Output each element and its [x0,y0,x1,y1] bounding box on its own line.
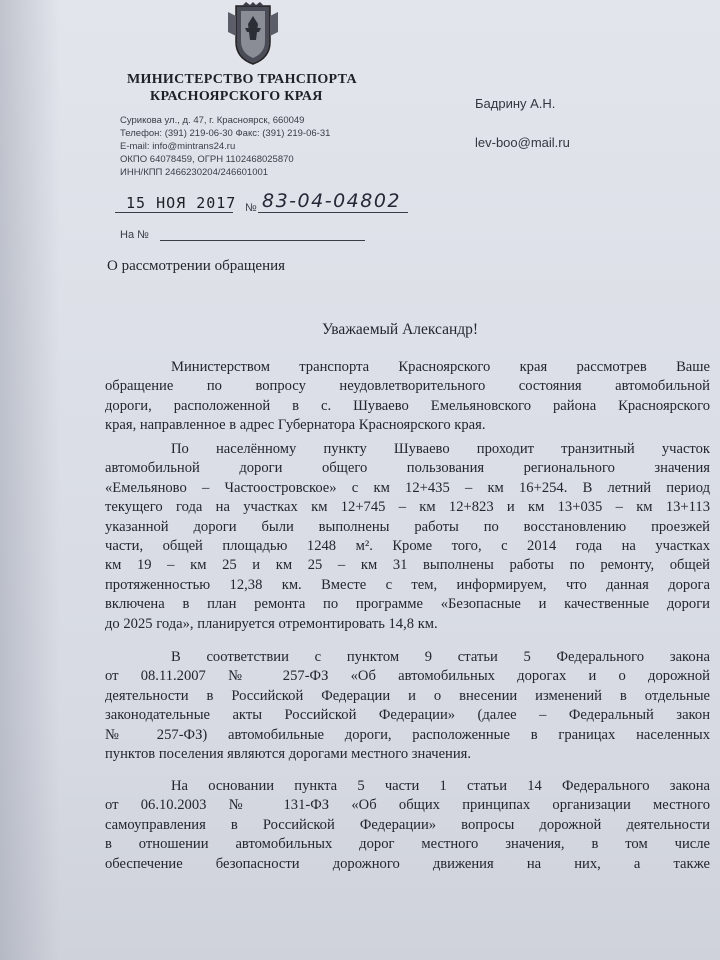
registration-number: 83-04-04802 [262,190,402,212]
text-line: текущего года на участках км 12+745 – км 12+823 и км 13+035 – км 13+113 [105,499,710,516]
text-line: от 06.10.2003 № 131-ФЗ «Об общих принципах организации местного [105,797,710,814]
text-line: В соответствии с пунктом 9 статьи 5 Федерального закона [171,649,710,665]
date-underline [115,212,233,213]
text-line: По населённому пункту Шуваево проходит транзитный участок [171,441,710,457]
recipient-name: Бадрину А.Н. [475,96,556,111]
text-line: «Емельяново – Частоостровское» с км 12+435 – км 16+254. В летний период [105,479,710,496]
contact-okpo: ОКПО 64078459, ОГРН 1102468025870 [120,154,294,165]
reply-to-label: На № [120,229,149,241]
text-line: дороги, расположенной в с. Шуваево Емельяновского района Красноярского [105,397,710,414]
letter-subject: О рассмотрении обращения [107,258,286,274]
recipient-email: lev-boo@mail.ru [475,135,570,150]
text-line: края, направленное в адрес Губернатора Красноярского края. [105,417,486,434]
text-line: автомобильной дороги общего пользования регионального значения [105,460,710,477]
text-line: деятельности в Российской Федерации и о внесении изменений в отдельные [105,687,710,704]
contact-address: Сурикова ул., д. 47, г. Красноярск, 660049 [120,115,305,126]
paragraph-1 [105,358,710,436]
text-line: Министерством транспорта Красноярского края рассмотрев Ваше [171,359,710,375]
text-line: самоуправления в Российской Федерации» вопросы дорожной деятельности [105,816,710,833]
coat-of-arms-icon [222,2,284,66]
text-line: обеспечение безопасности дорожного движения на них, а также [105,855,710,872]
text-line: пунктов поселения являются дорогами местного значения. [105,745,472,762]
salutation: Уважаемый Александр! [322,321,479,338]
number-underline [258,212,408,213]
page-shadow [0,0,60,960]
ministry-name-line2: КРАСНОЯРСКОГО КРАЯ [150,89,323,104]
text-line: км 19 – км 25 и км 25 – км 31 выполнены работы по ремонту, общей [105,557,710,574]
contact-email: E-mail: info@mintrans24.ru [120,141,236,152]
text-line: № 257-ФЗ) автомобильные дороги, расположенные в границах населенных [105,726,710,743]
date-stamp: 15 НОЯ 2017 [126,194,237,212]
text-line: обращение по вопросу неудовлетворительного состояния автомобильной [105,378,710,395]
text-line: протяженностью 12,38 км. Вместе с тем, информируем, что данная дорога [105,576,710,593]
text-line: в отношении автомобильных дорог местного значения, в том числе [105,836,710,853]
text-line: На основании пункта 5 части 1 статьи 14 Федерального закона [171,778,710,794]
paragraph-2 [105,440,710,634]
text-line: указанной дороги были выполнены работы по восстановлению проезжей [105,518,710,535]
text-line: части, общей площадью 1248 м². Кроме того, с 2014 года на участках [105,537,710,554]
contact-inn: ИНН/КПП 2466230204/246601001 [120,167,269,178]
number-label: № [245,202,257,214]
text-line: до 2025 года», планируется отремонтировать 14,8 км. [105,615,438,632]
ministry-name-line1: МИНИСТЕРСТВО ТРАНСПОРТА [127,72,357,87]
contact-phone: Телефон: (391) 219-06-30 Факс: (391) 219-06-31 [120,128,331,139]
text-line: законодательные акты Российской Федерации» (далее – Федеральный закон [105,707,710,724]
text-line: включена в план ремонта по программе «Безопасные и качественные дороги [105,596,710,613]
text-line: от 08.11.2007 № 257-ФЗ «Об автомобильных дорогах и о дорожной [105,668,710,685]
reply-to-underline [160,240,365,241]
paragraph-3 [105,648,710,764]
paragraph-4 [105,777,710,874]
